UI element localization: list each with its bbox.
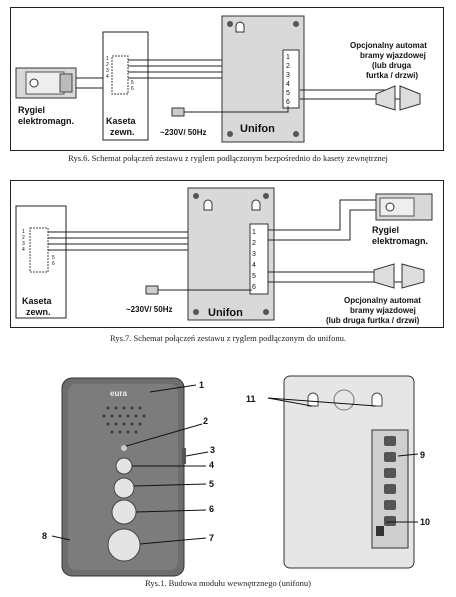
unifon-front — [62, 378, 186, 576]
cassette-label-1: Kaseta — [22, 296, 52, 306]
cassette-label-1: Kaseta — [106, 116, 136, 126]
button-4[interactable] — [116, 458, 132, 474]
svg-text:8: 8 — [42, 531, 48, 541]
svg-text:4: 4 — [209, 460, 215, 470]
lock-label-1: Rygiel — [372, 225, 400, 235]
power-label: ~230V/ 50Hz — [160, 128, 207, 137]
cassette-label-2: zewn. — [110, 127, 135, 137]
cassette-label-2: zewn. — [26, 307, 51, 317]
svg-text:2: 2 — [22, 235, 25, 241]
lock-label-2: elektromagn. — [372, 236, 429, 246]
svg-text:1: 1 — [199, 380, 205, 390]
svg-text:1: 1 — [22, 229, 25, 235]
lock-label-1: Rygiel — [18, 105, 46, 115]
cassette-pin-2: 2 — [106, 62, 109, 68]
mount-hole — [308, 393, 318, 406]
unit-label: Unifon — [240, 123, 275, 135]
power-label: ~230V/ 50Hz — [126, 305, 173, 314]
figure-1-caption: Rys.1. Budowa modułu wewnętrznego (unifonu) — [145, 578, 311, 588]
brand-logo: eura — [110, 389, 127, 398]
svg-text:2: 2 — [203, 416, 209, 426]
svg-text:1: 1 — [286, 54, 290, 61]
button-5[interactable] — [114, 478, 134, 498]
svg-text:6: 6 — [209, 504, 215, 514]
svg-text:2: 2 — [252, 240, 256, 247]
svg-text:5: 5 — [286, 90, 290, 97]
button-7[interactable] — [108, 529, 140, 561]
button-6[interactable] — [112, 500, 136, 524]
svg-text:3: 3 — [22, 241, 25, 247]
svg-text:5: 5 — [52, 255, 55, 261]
svg-text:3: 3 — [252, 251, 256, 258]
svg-text:(lub druga furtka / drzwi): (lub druga furtka / drzwi) — [326, 316, 420, 325]
svg-text:6: 6 — [252, 284, 256, 291]
svg-text:Opcjonalny automat: Opcjonalny automat — [350, 41, 427, 50]
power-socket — [376, 526, 384, 536]
svg-text:2: 2 — [286, 63, 290, 70]
lock-label-2: elektromagn. — [18, 116, 75, 126]
cassette-pin-1: 1 — [106, 56, 109, 62]
svg-text:4: 4 — [22, 247, 25, 253]
svg-text:9: 9 — [420, 450, 426, 460]
mount-hole — [372, 393, 382, 406]
cassette-pin-6: 6 — [131, 86, 134, 92]
cassette-pin-4: 4 — [106, 74, 109, 80]
svg-text:Opcjonalny automat: Opcjonalny automat — [344, 296, 421, 305]
unit-label: Unifon — [208, 307, 243, 319]
svg-text:1: 1 — [252, 229, 256, 236]
svg-text:furtka / drzwi): furtka / drzwi) — [366, 71, 419, 80]
svg-text:3: 3 — [286, 72, 290, 79]
side-switch[interactable] — [182, 448, 186, 464]
figure-7-caption: Rys.7. Schemat połączeń zestawu z ryglem podłączonym do unifonu. — [110, 333, 346, 343]
svg-text:11: 11 — [246, 394, 256, 404]
svg-text:7: 7 — [209, 533, 215, 543]
svg-text:bramy wjazdowej: bramy wjazdowej — [360, 51, 426, 60]
svg-text:6: 6 — [52, 261, 55, 267]
svg-text:5: 5 — [209, 479, 215, 489]
svg-text:4: 4 — [252, 262, 256, 269]
svg-text:10: 10 — [420, 517, 431, 527]
svg-text:6: 6 — [286, 99, 290, 106]
svg-text:(lub druga: (lub druga — [372, 61, 412, 70]
figure-6-caption: Rys.6. Schemat połączeń zestawu z ryglem podłączonym bezpośrednio do kasety zewnętrznej — [68, 153, 388, 163]
svg-text:bramy wjazdowej: bramy wjazdowej — [350, 306, 416, 315]
svg-text:3: 3 — [210, 445, 216, 455]
cassette-pin-3: 3 — [106, 68, 109, 74]
svg-text:4: 4 — [286, 81, 290, 88]
cassette-pin-5: 5 — [131, 80, 134, 86]
svg-text:5: 5 — [252, 273, 256, 280]
